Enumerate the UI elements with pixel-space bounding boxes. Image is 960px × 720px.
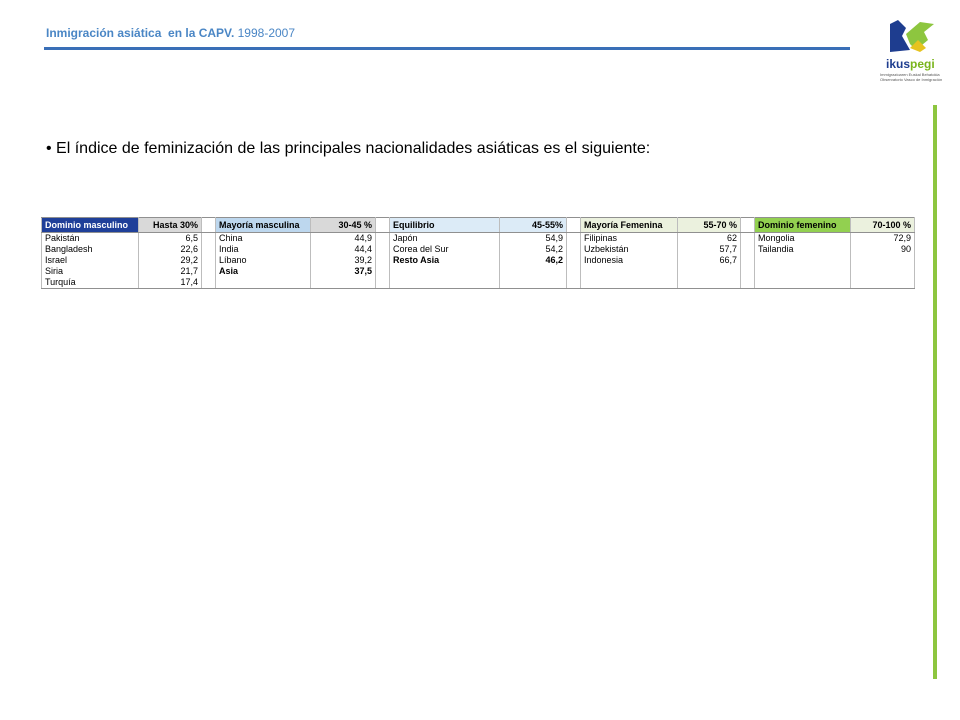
group-name-header: Mayoría Femenina <box>581 218 678 233</box>
column-spacer <box>567 244 581 255</box>
column-spacer <box>376 277 390 289</box>
column-spacer <box>567 233 581 245</box>
value-cell: 22,6 <box>139 244 202 255</box>
country-cell <box>755 266 851 277</box>
value-cell: 6,5 <box>139 233 202 245</box>
country-cell: Asia <box>216 266 311 277</box>
group-name-header: Equilibrio <box>390 218 500 233</box>
table-row <box>42 233 915 245</box>
column-spacer <box>202 255 216 266</box>
column-spacer <box>376 233 390 245</box>
value-cell <box>678 266 741 277</box>
country-cell <box>390 266 500 277</box>
country-cell: Resto Asia <box>390 255 500 266</box>
column-spacer <box>202 218 216 233</box>
value-cell <box>851 266 915 277</box>
logo-subtitle <box>880 72 950 82</box>
country-cell: India <box>216 244 311 255</box>
column-spacer <box>741 277 755 289</box>
table-row <box>42 255 915 266</box>
table-row <box>42 277 915 289</box>
column-spacer <box>202 266 216 277</box>
group-range-header: 70-100 % <box>851 218 915 233</box>
column-spacer <box>741 255 755 266</box>
group-name-header: Dominio masculino <box>42 218 139 233</box>
country-cell <box>755 255 851 266</box>
logo-sub-2: Observatorio Vasco de Inmigración <box>880 77 943 82</box>
feminization-grid <box>41 217 915 289</box>
country-cell <box>581 266 678 277</box>
side-accent-bar <box>933 105 937 679</box>
value-cell: 44,4 <box>311 244 376 255</box>
value-cell: 57,7 <box>678 244 741 255</box>
country-cell: Filipinas <box>581 233 678 245</box>
country-cell <box>390 277 500 289</box>
group-range-header: 55-70 % <box>678 218 741 233</box>
table-row <box>42 244 915 255</box>
value-cell: 37,5 <box>311 266 376 277</box>
column-spacer <box>741 244 755 255</box>
logo-wordmark <box>886 57 935 71</box>
country-cell: Líbano <box>216 255 311 266</box>
value-cell: 66,7 <box>678 255 741 266</box>
column-spacer <box>741 266 755 277</box>
group-range-header: 30-45 % <box>311 218 376 233</box>
country-cell: China <box>216 233 311 245</box>
value-cell: 39,2 <box>311 255 376 266</box>
header-divider <box>44 47 850 50</box>
value-cell: 90 <box>851 244 915 255</box>
column-spacer <box>567 266 581 277</box>
country-cell: Tailandia <box>755 244 851 255</box>
feminization-table <box>41 217 915 289</box>
column-spacer <box>567 255 581 266</box>
column-spacer <box>202 244 216 255</box>
column-spacer <box>202 277 216 289</box>
column-spacer <box>567 218 581 233</box>
table-row <box>42 266 915 277</box>
page-header-title <box>46 26 295 40</box>
value-cell: 17,4 <box>139 277 202 289</box>
logo-word-a: ikus <box>886 57 911 71</box>
country-cell: Turquía <box>42 277 139 289</box>
bullet-text: • El índice de feminización de las principales nacionalidades asiáticas es el siguiente: <box>46 140 651 157</box>
country-cell <box>755 277 851 289</box>
value-cell: 72,9 <box>851 233 915 245</box>
column-spacer <box>376 266 390 277</box>
country-cell <box>581 277 678 289</box>
column-spacer <box>376 218 390 233</box>
value-cell <box>851 277 915 289</box>
group-name-header: Mayoría masculina <box>216 218 311 233</box>
column-spacer <box>202 233 216 245</box>
group-range-header: 45-55% <box>500 218 567 233</box>
country-cell: Israel <box>42 255 139 266</box>
value-cell <box>311 277 376 289</box>
country-cell <box>216 277 311 289</box>
column-spacer <box>741 233 755 245</box>
country-cell: Pakistán <box>42 233 139 245</box>
value-cell: 62 <box>678 233 741 245</box>
country-cell: Mongolia <box>755 233 851 245</box>
value-cell <box>500 277 567 289</box>
value-cell: 46,2 <box>500 255 567 266</box>
value-cell: 21,7 <box>139 266 202 277</box>
value-cell <box>851 255 915 266</box>
country-cell: Bangladesh <box>42 244 139 255</box>
country-cell: Japón <box>390 233 500 245</box>
country-cell: Uzbekistán <box>581 244 678 255</box>
country-cell: Corea del Sur <box>390 244 500 255</box>
value-cell <box>678 277 741 289</box>
country-cell: Indonesia <box>581 255 678 266</box>
logo-word-b: pegi <box>910 57 935 71</box>
column-spacer <box>567 277 581 289</box>
value-cell: 54,2 <box>500 244 567 255</box>
value-cell: 44,9 <box>311 233 376 245</box>
column-spacer <box>376 255 390 266</box>
table-header-row <box>42 218 915 233</box>
value-cell: 54,9 <box>500 233 567 245</box>
logo-sub-1: Immigrazioaren Euskal Behatokia <box>880 72 940 77</box>
column-spacer <box>376 244 390 255</box>
group-range-header: Hasta 30% <box>139 218 202 233</box>
group-name-header: Dominio femenino <box>755 218 851 233</box>
column-spacer <box>741 218 755 233</box>
value-cell <box>500 266 567 277</box>
value-cell: 29,2 <box>139 255 202 266</box>
header-years: 1998-2007 <box>234 26 296 40</box>
header-title-text: Inmigración asiática en la CAPV. <box>46 26 235 40</box>
country-cell: Siria <box>42 266 139 277</box>
